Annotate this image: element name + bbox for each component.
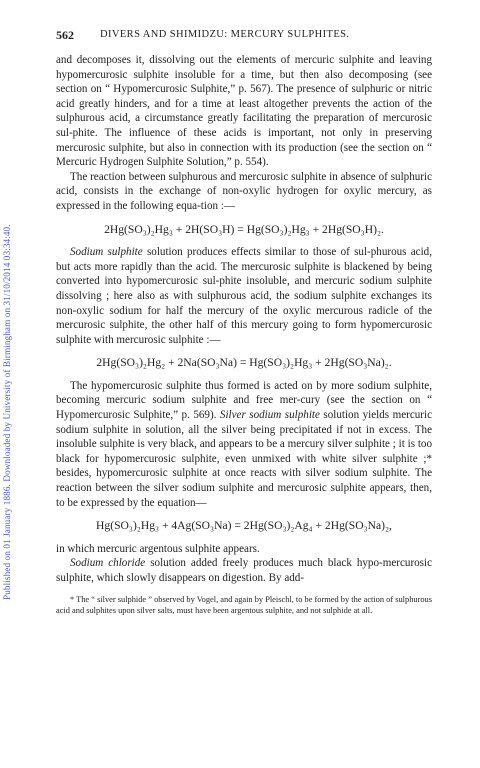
equation-2: 2Hg(SO₃)₂Hg₂ + 2Na(SO₃Na) = Hg(SO₃)₂Hg₃ + 2Hg(SO₃Na)₂. — [96, 356, 392, 370]
paragraph-6 — [56, 556, 432, 585]
sodium-sulphite-term: Sodium sulphite — [70, 246, 143, 259]
publication-stamp — [2, 40, 16, 600]
paragraph-6-text: solution added freely produces much black hypo-mercurosic sulphite, which slowly disappears on digestion. By add- — [56, 557, 433, 584]
publication-stamp-text: Published on 01 January 1886. Downloaded by University of Birmingham on 31/10/2014 03:34:40. — [2, 224, 12, 600]
page-body — [56, 53, 432, 616]
equation-3: Hg(SO₃)₂Hg₃ + 4Ag(SO₃Na) = 2Hg(SO₃)₂Ag₄ + 2Hg(SO₃Na)₂, — [96, 519, 392, 533]
silver-sodium-sulphite-term: Silver sodium sulphite — [219, 409, 320, 422]
page-number: 562 — [56, 28, 74, 42]
paragraph-1: and decomposes it, dissolving out the elements of mercuric sulphite and leaving hypomercurosic sulphite insoluble for a time, but then also decomposing (see section on “ Hypomercurosic Sulphite,” p. 567). The presence of sulphuric or nitric acid greatly hinders, and for a time at least altogether prevents the action of the sulphurous acid, a circumstance greatly facilitating the preparation of mercurosic sul-phite. The influence of these acids is important, not only in preserving mercurosic sulphite, but also in connection with its production (see the section on “ Mercuric Hydrogen Sulphite Solution,” p. 554). — [56, 54, 432, 169]
paragraph-5: in which mercuric argentous sulphite appears. — [56, 542, 260, 555]
page-header — [56, 28, 432, 44]
paragraph-4-text-a: The hypomercurosic sulphite thus formed is acted on by more sodium sulphite, becoming mercuric sodium sulphite and free mer-cury (see the section on “ Hypomercurosic Sulphite,” p. 569). — [56, 379, 432, 422]
paragraph-4 — [56, 379, 432, 510]
paragraph-3-text: solution produces effects similar to those of sul-phurous acid, but acts more rapidly than the acid. The mercurosic sulphite is blackened by being converted into hypomercurosic sul-phite insoluble, and mercuric sodium sulphite dissolving ; here also as with sulphurous acid, the sodium sulphite exchanges its non-oxylic sodium for half the mercury of the oxylic mercurous radicle of the mercurosic sulphite, the other half of this mercury going to form hypomercurosic sulphite with mercurosic sulphite :— — [56, 246, 432, 346]
paragraph-4-text-b: solution yields mercuric sodium sulphite in solution, all the silver being precipitated if not in excess. The insoluble sulphite is very black, and appears to be a mercury silver sulphite ; it is too black for hypomercurosic sulphite, even unmixed with white silver sulphite ;* besides, hypomercurosic sulphite at once reacts with silver sodium sulphite. The reaction between the silver sodium sulphite and mercurosic sulphite appears, then, to be expressed by the equation— — [56, 409, 432, 509]
paragraph-3 — [56, 245, 432, 347]
sodium-chloride-term: Sodium chloride — [70, 557, 146, 570]
paragraph-2: The reaction between sulphurous and mercurosic sulphite in absence of sulphuric acid, consists in the exchange of non-oxylic hydrogen for oxylic mercury, as expressed in the following equa-tion :— — [56, 170, 432, 212]
equation-1: 2Hg(SO₃)₂Hg₃ + 2H(SO₃H) = Hg(SO₃)₂Hg₃ + 2Hg(SO₃H)₂. — [104, 222, 384, 236]
footnote: * The “ silver sulphide ” observed by Vogel, and again by Pleischl, to be formed by the action of sulphurous acid and sulphites upon silver salts, must have been argentous sulphite, and not sulphide at all. — [56, 594, 432, 615]
running-head: DIVERS AND SHIMIDZU: MERCURY SULPHITES. — [100, 29, 350, 40]
